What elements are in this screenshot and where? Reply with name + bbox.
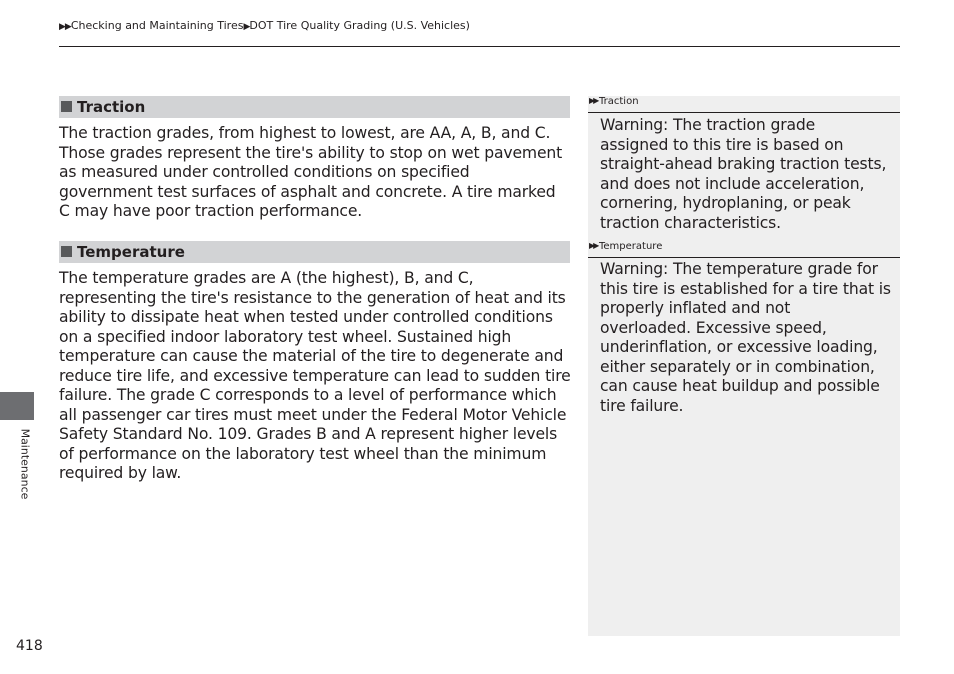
- note-header-temperature[interactable]: [588, 241, 900, 258]
- paragraph-line: on a specified indoor laboratory test wheel. Sustained high: [59, 327, 512, 346]
- note-label-temperature: Temperature: [599, 241, 663, 252]
- note-link-icon: ▶▶: [589, 96, 598, 105]
- square-bullet-icon: [61, 246, 72, 257]
- note-line: Warning: The temperature grade for: [600, 260, 878, 278]
- paragraph-line: failure. The grade C corresponds to a level of performance which: [59, 386, 557, 404]
- paragraph-line: of performance on the laboratory test wheel than the minimum: [59, 444, 547, 463]
- breadcrumb-separator-icon: ▶: [243, 22, 250, 32]
- paragraph-line: required by law.: [59, 464, 182, 482]
- square-bullet-icon: [61, 101, 72, 112]
- header-divider: [59, 46, 900, 47]
- section-title-traction: Traction: [77, 98, 146, 116]
- temperature-paragraph: [59, 269, 574, 484]
- note-line: straight-ahead braking traction tests,: [600, 155, 887, 173]
- note-line: overloaded. Excessive speed,: [600, 318, 827, 337]
- paragraph-line: representing the tire's resistance to the generation of heat and its: [59, 288, 566, 307]
- paragraph-line: temperature can cause the material of the tire to degenerate and: [59, 347, 564, 365]
- note-line: tire failure.: [600, 396, 684, 415]
- paragraph-line: Those grades represent the tire's ability to stop on wet pavement: [59, 143, 563, 162]
- section-title-temperature: Temperature: [77, 243, 185, 261]
- section-header-traction: [59, 96, 570, 118]
- note-traction: [600, 116, 900, 233]
- page-number: 418: [16, 638, 43, 654]
- breadcrumb-item-tires[interactable]: Checking and Maintaining Tires: [70, 19, 244, 32]
- note-line: either separately or in combination,: [600, 357, 875, 376]
- note-link-icon: ▶▶: [589, 241, 598, 250]
- paragraph-line: Safety Standard No. 109. Grades B and A represent higher levels: [59, 425, 558, 443]
- note-line: traction characteristics.: [600, 213, 781, 232]
- chapter-label: Maintenance: [18, 428, 32, 500]
- note-line: underinflation, or excessive loading,: [600, 338, 878, 356]
- paragraph-line: C may have poor traction performance.: [59, 202, 363, 220]
- breadcrumb: [59, 19, 470, 32]
- note-line: assigned to this tire is based on: [600, 135, 844, 154]
- note-line: properly inflated and not: [600, 299, 791, 317]
- chapter-tab[interactable]: [0, 392, 34, 420]
- breadcrumb-item-grading[interactable]: DOT Tire Quality Grading (U.S. Vehicles): [249, 19, 470, 32]
- section-header-temperature: [59, 241, 570, 263]
- paragraph-line: ability to dissipate heat when tested under controlled conditions: [59, 308, 553, 326]
- note-line: can cause heat buildup and possible: [600, 377, 880, 395]
- note-header-traction[interactable]: [588, 96, 900, 113]
- paragraph-line: The temperature grades are A (the highest), B, and C,: [59, 269, 474, 287]
- paragraph-line: The traction grades, from highest to lowest, are AA, A, B, and C.: [59, 124, 551, 142]
- note-line: and does not include acceleration,: [600, 174, 865, 193]
- note-line: Warning: The traction grade: [600, 116, 816, 134]
- breadcrumb-arrows-icon: ▶▶: [59, 22, 71, 32]
- paragraph-line: government test surfaces of asphalt and concrete. A tire marked: [59, 182, 556, 201]
- note-line: this tire is established for a tire that is: [600, 279, 891, 298]
- note-label-traction: Traction: [599, 96, 639, 107]
- note-temperature: [600, 260, 900, 416]
- note-line: cornering, hydroplaning, or peak: [600, 194, 851, 212]
- paragraph-line: all passenger car tires must meet under the Federal Motor Vehicle: [59, 405, 567, 424]
- paragraph-line: reduce tire life, and excessive temperature can lead to sudden tire: [59, 366, 571, 385]
- traction-paragraph: [59, 124, 574, 222]
- paragraph-line: as measured under controlled conditions on specified: [59, 163, 470, 181]
